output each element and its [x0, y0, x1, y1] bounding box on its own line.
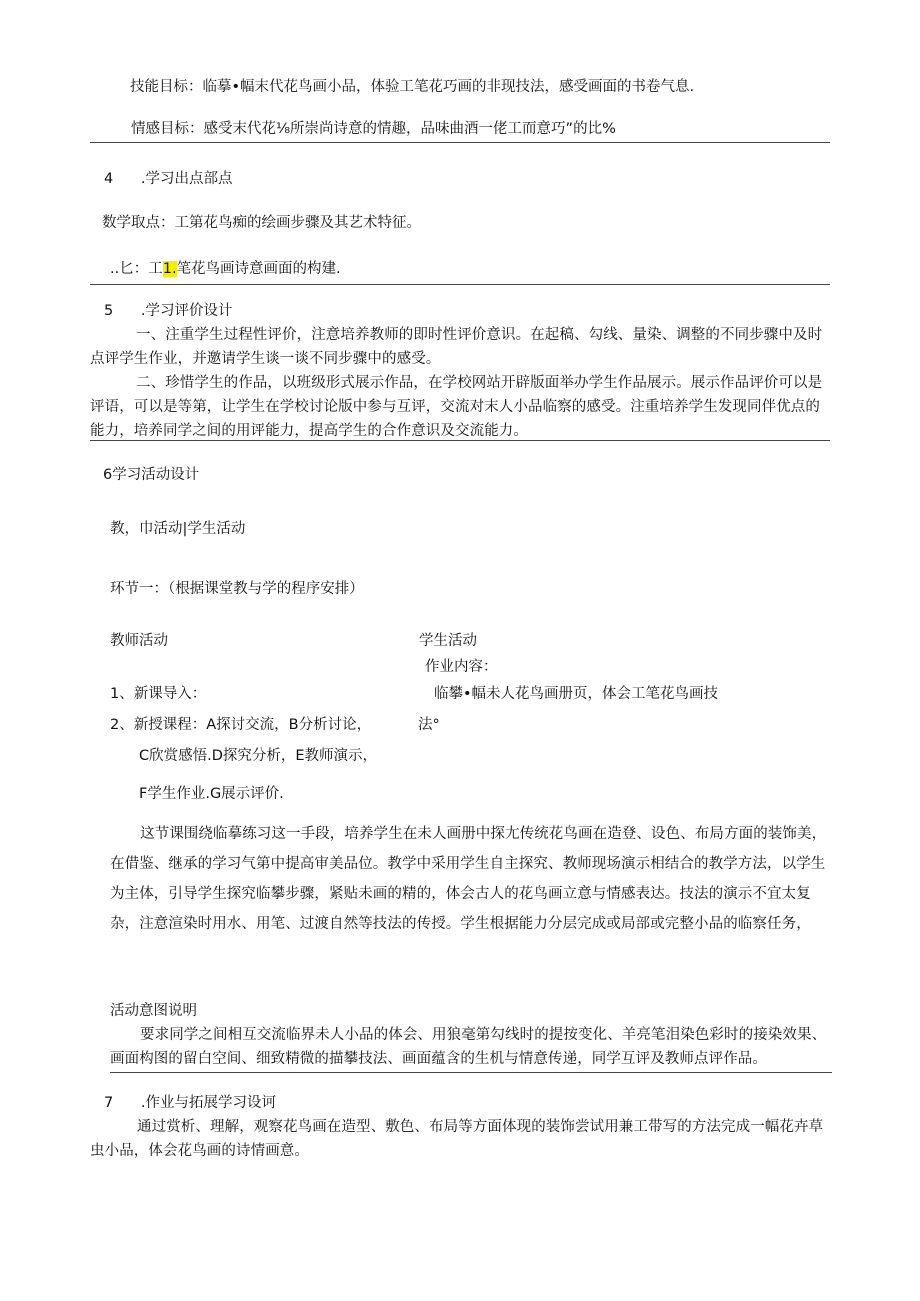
evaluation-paragraph-2: 二、珍惜学生的作品，以班级形式展示作品，在学校网站开辟版面举办学生作品展示。展示作品评价可以是评语，可以是等第，让学生在学校讨论版中参与互评，交流对末人小品临察的感受。注重培养学生发现同伴优点的能力，培养同学之间的用评能力，提高学生的合作意识及交流能力。: [90, 375, 823, 439]
link-title: 环节一：（根据课堂教与学的程序安排）: [110, 581, 364, 597]
teacher-column-title: 教师活动: [110, 633, 168, 649]
activity-table-header: 教，巾活动|学生活动: [110, 521, 246, 537]
evaluation-paragraph-1: 一、注重学生过程性评价，注意培养教师的即时性评价意识。在起稿、勾线、量染、调整的不同步骤中及时点评学生作业，并邀请学生谈一谈不同步骤中的感受。: [90, 327, 823, 367]
divider: [90, 284, 830, 285]
teacher-item-2-cont: F学生作业.G展示评价.: [139, 786, 284, 802]
student-activity-text-cont: 法°: [418, 717, 440, 733]
student-activity-text: 临攀•幅未人花鸟画册页，体会工笔花鸟画技: [434, 686, 719, 702]
skill-goal: 技能目标：临摹•幅末代花鸟画小品，体验工笔花巧画的非现技法，感受画面的书卷气息.: [130, 79, 695, 95]
intent-text: 要求同学之间相互交流临界未人小品的体会、用狼毫第勾线时的提按变化、羊亮笔泪染色彩时的接染效果、画面构图的留白空间、细致精微的描攀技法、画面蕴含的生机与情意传递，同学互评及教师点评作品。: [110, 1027, 827, 1067]
lesson-summary: 这节课围绕临摹练习这一手段，培养学生在未人画册中探尢传统花鸟画在造登、设色、布局方面的装饰美，在借鉴、继承的学习气第中提高审美品位。教学中采用学生自主探究、教师现场演示相结合的教学方法，以学生为主体，引导学生探究临攀步骤，紧贴未画的精的，体会古人的花鸟画立意与情感表达。技法的演示不宜太复杂，注意渲染时用水、用笔、过渡自然等技法的传授。学生根据能力分层完成或局部或完整小品的临察任务，: [110, 826, 827, 932]
key-point: 数学取点：工第花鸟痴的绘画步骤及其艺术特征。: [102, 215, 421, 231]
student-column-title: 学生活动: [419, 633, 477, 649]
difficult-prefix: ..匕：工: [110, 261, 163, 277]
section7-heading: 7 .作业与拓展学习设诃: [104, 1095, 276, 1111]
emotion-goal: 情感目标：感受末代花⅛所崇尚诗意的情趣，品味曲酒一佬工而意巧”的比%: [131, 121, 616, 137]
divider: [110, 1072, 832, 1073]
homework-extension-text: 通过赏析、理解，观察花鸟画在造型、敷色、布局等方面体现的装饰尝试用兼工带写的方法完成一幅花卉草虫小品，体会花鸟画的诗情画意。: [90, 1119, 824, 1159]
highlight-mark: 1.: [162, 261, 177, 277]
divider: [90, 440, 830, 441]
teacher-item-2: 2、新授课程：A探讨交流，B分析讨论，: [110, 717, 372, 733]
intent-label: 活动意图说明: [110, 1003, 197, 1019]
difficult-point: [110, 258, 341, 280]
section5-heading: 5 .学习评价设计: [104, 303, 233, 319]
teacher-item-2-cont: C欣赏感悟.D探究分析，E教师演示，: [139, 748, 378, 764]
homework-label: 作业内容：: [425, 659, 498, 675]
divider: [90, 142, 830, 143]
difficult-suffix: 笔花鸟画诗意画面的构建.: [176, 261, 341, 277]
section6-heading: 6学习活动设计: [103, 467, 200, 483]
teacher-item-1: 1、新课导入：: [110, 686, 207, 702]
section4-heading: 4 .学习出点部点: [104, 171, 233, 187]
